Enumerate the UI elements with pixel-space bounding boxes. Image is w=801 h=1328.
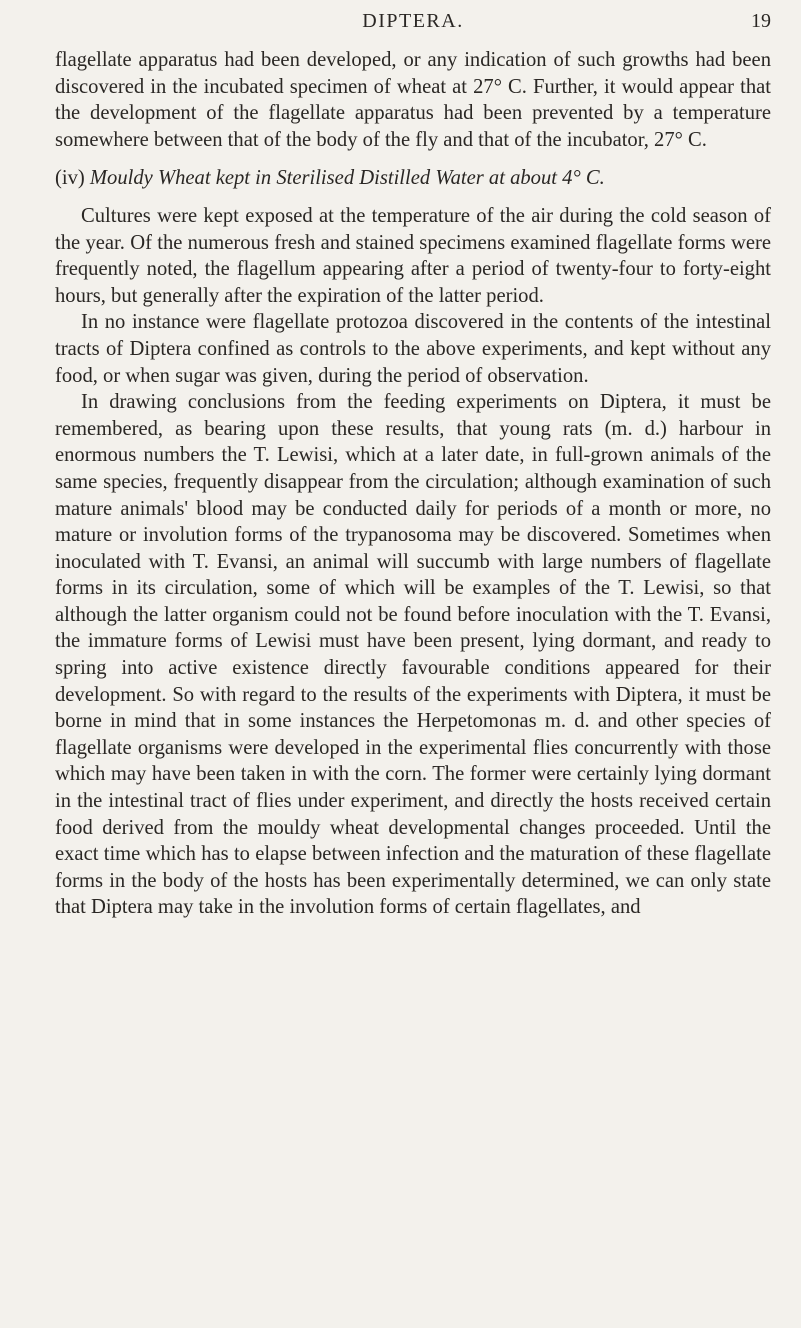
section-heading bbox=[55, 165, 771, 192]
paragraph-1: flagellate apparatus had been developed, or any indication of such growths had been discovered in the incubated specimen of wheat at 27° C. Further, it would appear that the development of the flagellate apparatus had been prevented by a temperature somewhere between that of the body of the fly and that of the incubator, 27° C. bbox=[55, 49, 771, 151]
paragraph-3: In no instance were flagellate protozoa discovered in the contents of the intestinal tracts of Diptera confined as controls to the above experiments, and kept without any food, or when sugar was given, during the period of observation. bbox=[55, 311, 771, 387]
running-title: DIPTERA. bbox=[362, 10, 464, 32]
page-number: 19 bbox=[751, 10, 771, 32]
section-number: (iv) bbox=[55, 167, 85, 190]
paragraph-2: Cultures were kept exposed at the temperature of the air during the cold season of the year. Of the numerous fresh and stained specimens examined flagellate forms were frequently noted, the flagellum appearing after a period of twenty-four to forty-eight hours, but generally after the expiration of the latter period. bbox=[55, 204, 771, 307]
running-head bbox=[55, 10, 771, 38]
body-text bbox=[55, 47, 771, 921]
paragraph-4: In drawing conclusions from the feeding experiments on Diptera, it must be remembered, as bearing upon these results, that young rats (m. d.) harbour in enormous numbers the T. Lewisi, which at a later date, in full-grown animals of the same species, frequently disappear from the circulation; although examination of such mature animals' blood may be conducted daily for periods of a month or more, no mature or involution forms of the trypanosoma may be discovered. Sometimes when inoculated with T. Evansi, an animal will succumb with large numbers of flagellate forms in its circulation, some of which will be examples of the T. Lewisi, so that although the latter organism could not be found before inoculation with the T. Evansi, the immature forms of Lewisi must have been present, lying dormant, and ready to spring into active existence directly favourable conditions appeared for their development. So with regard to the results of the experiments with Diptera, it must be borne in mind that in some instances the Herpetomonas m. d. and other species of flagellate organisms were developed in the experimental flies concurrently with those which may have been taken in with the corn. The former were certainly lying dormant in the intestinal tract of flies under experiment, and directly the hosts received certain food derived from the mouldy wheat developmental changes proceeded. Until the exact time which has to elapse between infection and the maturation of these flagellate forms in the body of the hosts has been experimentally determined, we can only state that Diptera may take in the involution forms of certain flagellates, and bbox=[55, 391, 771, 919]
section-title: Mouldy Wheat kept in Sterilised Distilled Water at about 4° C. bbox=[89, 167, 605, 190]
